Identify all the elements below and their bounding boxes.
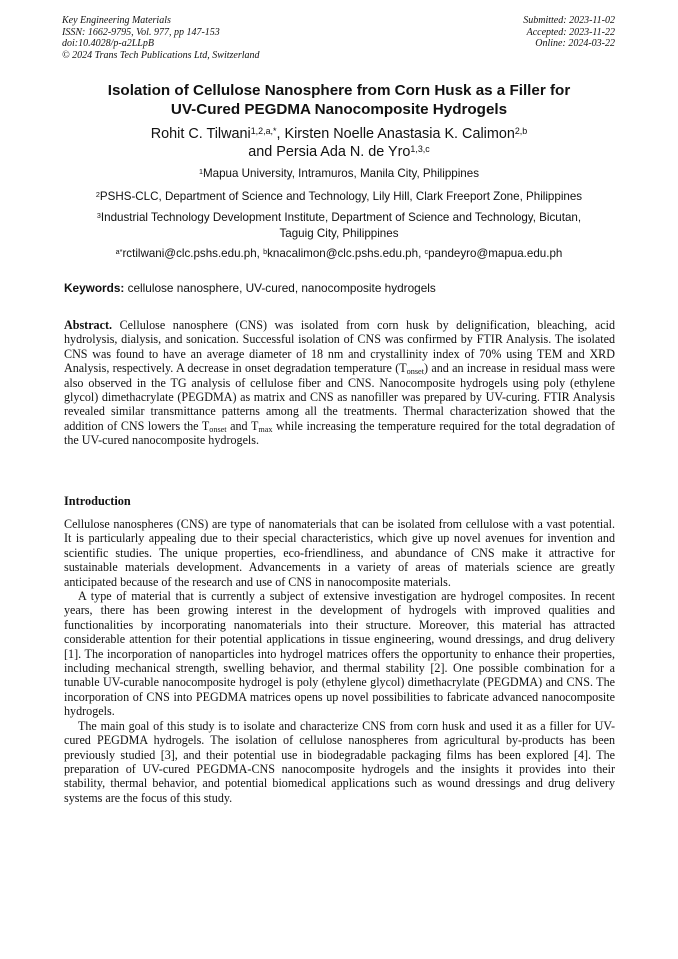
email-c[interactable]: pandeyro@mapua.edu.ph — [428, 247, 563, 260]
authors-line-1: Rohit C. Tilwani$^{1,2,a,*}$, Kirsten Noelle Anastasia K. Calimon$^{2,b}$ — [150, 125, 528, 142]
author-emails: $^{a*}$rctilwani@clc.pshs.edu.ph, $^b$knacalimon@clc.pshs.edu.ph, $^c$pandeyro@mapua.edu.ph — [115, 246, 563, 260]
intro-paragraph-2: A type of material that is currently a subject of extensive investigation are hydrogel composites. In recent years, there has been growing interest in the development of hydrogels with improved qualities and functionalities by incorporating nanomaterials into their structure. Moreover, this material has attracted considerable attention for their potential applications in tissue engineering, wound dressings, and drug delivery [1]. The incorporation of nanoparticles into hydrogel matrices offers the opportunity to enhance their properties, including mechanical strength, swelling behavior, and thermal stability [2]. One possible combination for a tunable UV-curable nanocomposite hydrogel is poly (ethylene glycol) dimethacrylate (PEGDMA) and CNS. The incorporation of CNS into PEGDMA matrices opens up novel possibilities to fabricate advanced nanocomposite hydrogels. — [64, 589, 615, 719]
title-line-1: Isolation of Cellulose Nanosphere from Corn Husk as a Filler for — [107, 82, 571, 99]
affiliation-1: $^1$Mapua University, Intramuros, Manila City, Philippines — [199, 166, 479, 180]
email-a[interactable]: rctilwani@clc.pshs.edu.ph, — [122, 247, 264, 260]
email-b[interactable]: knacalimon@clc.pshs.edu.ph, — [267, 247, 425, 260]
introduction-body — [64, 517, 615, 805]
author-3: Persia Ada N. de Yro — [276, 144, 411, 160]
journal-header — [62, 15, 260, 61]
authors-line-2: and Persia Ada N. de Yro$^{1,3,c}$ — [248, 143, 430, 160]
doi-line: doi:10.4028/p-a2LLpB — [62, 38, 154, 49]
keywords-text: cellulose nanosphere, UV-cured, nanocomposite hydrogels — [124, 281, 436, 295]
intro-paragraph-3: The main goal of this study is to isolate and characterize CNS from corn husk and used it as a filler for UV-cured PEGDMA hydrogels. The isolation of cellulose nanospheres from agricultural by-products has been previously studied [3], and their potential use in biodegradable packaging films has been explored [4]. The preparation of UV-cured PEGDMA-CNS nanocomposite hydrogels and the insights it provides into their stability, thermal behavior, and potential biomedical applications such as wound dressings and drug delivery systems are the focus of this study. — [64, 718, 615, 805]
author-1-affil: 1,2,a,* — [250, 125, 277, 136]
journal-name: Key Engineering Materials — [62, 15, 171, 26]
issn-line: ISSN: 1662-9795, Vol. 977, pp 147-153 — [62, 26, 220, 38]
author-1: Rohit C. Tilwani — [150, 126, 251, 142]
online-date: Online: 2024-03-22 — [535, 38, 615, 49]
author-2-affil: 2,b — [514, 125, 528, 136]
author-3-affil: 1,3,c — [410, 143, 430, 154]
paper-title — [40, 82, 638, 119]
author-list — [40, 125, 638, 161]
intro-paragraph-1: Cellulose nanospheres (CNS) are type of nanomaterials that can be isolated from cellulose with a vast potential. It is particularly appealing due to their special characteristics, which give up novel avenues for invention and scientific studies. The unique properties, eco-friendliness, and abundance of CNS make it attractive for sustainable materials development. Advancements in a variety of areas of materials science are greatly anticipated because of the research and use of CNS in nanocomposite materials. — [64, 517, 615, 589]
introduction-heading: Introduction — [64, 494, 131, 508]
keywords — [64, 281, 436, 295]
dates-header — [523, 15, 615, 50]
submitted-date: Submitted: 2023-11-02 — [523, 15, 615, 26]
accepted-date: Accepted: 2023-11-22 — [526, 26, 615, 38]
abstract: Abstract. Cellulose nanosphere (CNS) was isolated from corn husk by delignification, bleaching, acid hydrolysis, dialysis, and sonication. Successful isolation of CNS was confirmed by FTIR Analysis. The isolated CNS was found to have an average diameter of 18 nm and crystallinity index of 70% using TEM and XRD Analysis, respectively. A decrease in onset degradation temperature $(T_{onset})$ and an increase in residual mass were also observed in the TG analysis of cellulose fiber and CNS. Nanocomposite hydrogels using poly (ethylene glycol) dimethacrylate (PEGDMA) as matrix and CNS as nanofiller was prepared by UV-curing. FTIR Analysis revealed similar transmittance patterns among all the treatments. Thermal characterization showed that the addition of CNS lowers the $T_{onset}$ and $T_{max}$ while increasing the temperature required for the total degradation of the UV-cured nanocomposite hydrogels. — [64, 318, 616, 448]
affiliation-3: $^3$Industrial Technology Development Institute, Department of Science and Technology, Bicutan, Taguig City, Philippines — [96, 210, 582, 240]
author-2: Kirsten Noelle Anastasia K. Calimon — [284, 126, 515, 142]
title-line-2: UV-Cured PEGDMA Nanocomposite Hydrogels — [170, 100, 508, 118]
keywords-label: Keywords: — [64, 281, 125, 295]
affiliation-2: $^2$PSHS-CLC, Department of Science and Technology, Lily Hill, Clark Freeport Zone, Philippines — [95, 189, 583, 203]
abstract-label: Abstract. — [64, 318, 113, 332]
copyright-line: © 2024 Trans Tech Publications Ltd, Switzerland — [62, 49, 260, 61]
